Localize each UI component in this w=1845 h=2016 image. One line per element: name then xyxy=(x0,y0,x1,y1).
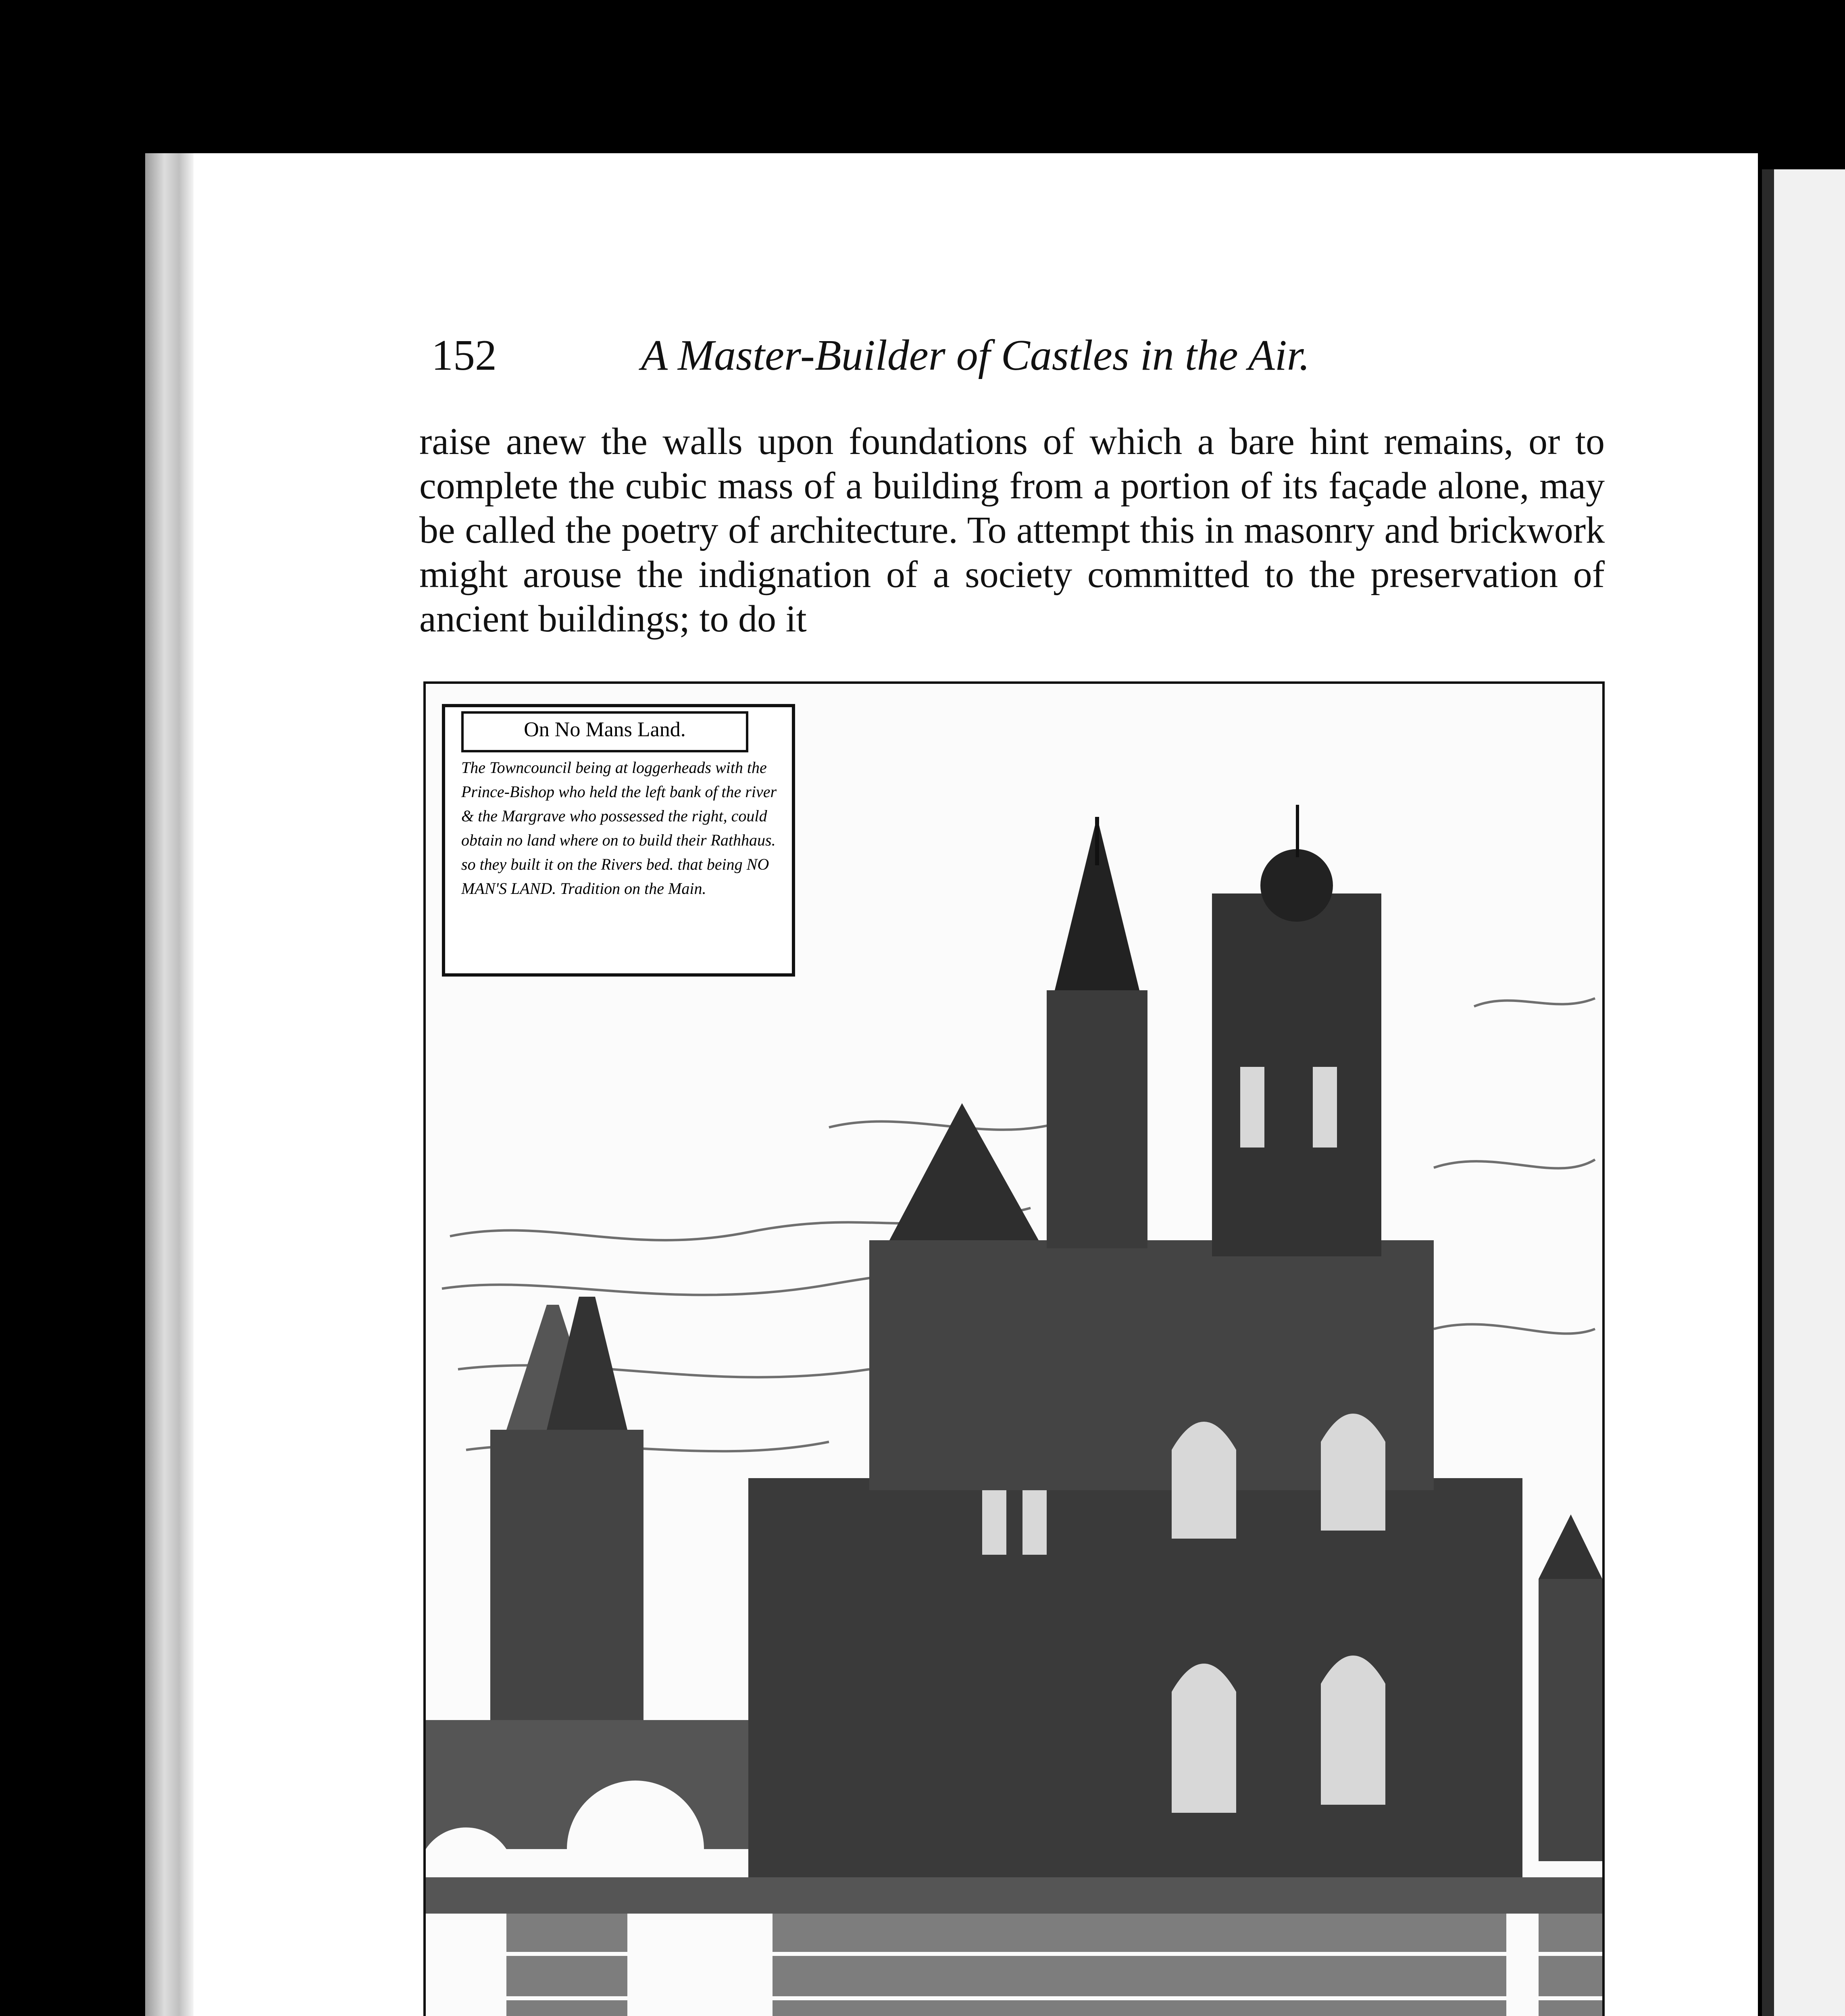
gutter-shadow xyxy=(1762,169,1774,2016)
illustration-frame xyxy=(423,681,1605,2016)
running-title: A Master-Builder of Castles in the Air. xyxy=(641,331,1310,379)
body-paragraph-top: raise anew the walls upon foundations of which a bare hint remains, or to complete the cubic mass of a building from a portion of its façade alone, may be called the poetry of architecture. To attempt this in masonry and brickwork might arouse the indignation of a society committed to the preservation of ancient buildings; to do it xyxy=(419,421,1605,640)
page-stack-edge xyxy=(145,153,194,2016)
facing-page-edge xyxy=(1774,169,1845,2016)
running-header xyxy=(415,331,1609,387)
plaque xyxy=(442,704,795,977)
plaque-title: On No Mans Land. xyxy=(461,711,748,752)
page-number: 152 xyxy=(431,331,497,379)
plaque-text: The Towncouncil being at loggerheads with the Prince-Bishop who held the left bank of the river & the Margrave who possessed the right, could obtain no land where on to build their Rathhaus. so they built it on the Rivers bed. that being NO MAN'S LAND. Tradition on the Main. xyxy=(461,758,777,898)
